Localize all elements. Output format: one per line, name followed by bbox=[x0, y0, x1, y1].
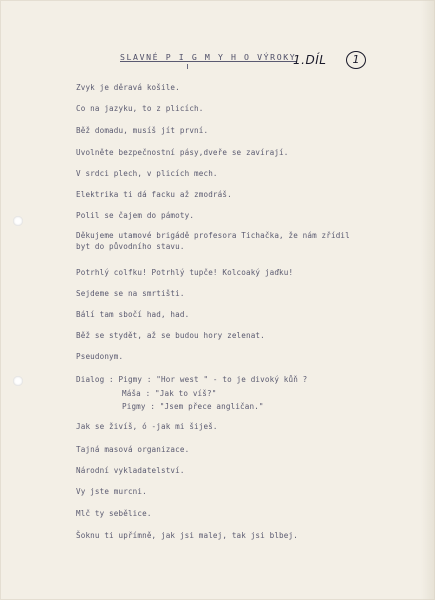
saying-line: Národní vykladatelství. bbox=[76, 466, 185, 475]
title-underline-mark bbox=[187, 64, 188, 69]
punch-hole-top bbox=[13, 216, 23, 226]
document-title: SLAVNÉ P I G M Y H O VÝROKY bbox=[120, 52, 297, 62]
page-edge-shadow bbox=[421, 0, 435, 600]
saying-line: Jak se živíš, ó -jak mi šiješ. bbox=[76, 422, 218, 431]
saying-line: Co na jazyku, to z plicích. bbox=[76, 104, 204, 113]
saying-line: Běž se stydět, až se budou hory zelenat. bbox=[76, 331, 265, 340]
saying-line: Vy jste murcni. bbox=[76, 487, 147, 496]
saying-line: Mlč ty sebělice. bbox=[76, 509, 152, 518]
saying-line: Šoknu ti upřímně, jak jsi malej, tak jsi blbej. bbox=[76, 531, 298, 540]
saying-line: Polil se čajem do pámoty. bbox=[76, 211, 195, 220]
saying-line: Bálí tam sbočí had, had. bbox=[76, 310, 190, 319]
saying-line: Potrhlý colfku! Potrhlý tupče! Kolcoaký jaďku! bbox=[76, 268, 294, 277]
saying-line: Elektrika ti dá facku až zmodráš. bbox=[76, 190, 232, 199]
saying-line: Zvyk je děravá košile. bbox=[76, 83, 180, 92]
saying-line: Pseudonym. bbox=[76, 352, 124, 361]
handwritten-part-label: 1.DÍL bbox=[293, 53, 327, 67]
saying-line: Běž domadu, musíš jít první. bbox=[76, 126, 209, 135]
saying-line: V srdci plech, v plicích mech. bbox=[76, 169, 218, 178]
dialog-line: Máša : "Jak to víš?" bbox=[122, 389, 217, 398]
punch-hole-bottom bbox=[13, 376, 23, 386]
saying-line: Tajná masová organizace. bbox=[76, 445, 190, 454]
saying-line: Sejdeme se na smrtišti. bbox=[76, 289, 185, 298]
handwritten-page-number: 1 bbox=[346, 51, 366, 69]
dialog-line: Dialog : Pigmy : "Hor west " - to je divoký kůň ? bbox=[76, 375, 308, 384]
dialog-line: Pigmy : "Jsem přece angličan." bbox=[122, 402, 264, 411]
saying-line: Uvolněte bezpečnostní pásy,dveře se zavírají. bbox=[76, 148, 289, 157]
saying-line: Děkujeme utamové brigádě profesora Tichačka, že nám zřídil byt do původního stavu. bbox=[76, 231, 350, 251]
